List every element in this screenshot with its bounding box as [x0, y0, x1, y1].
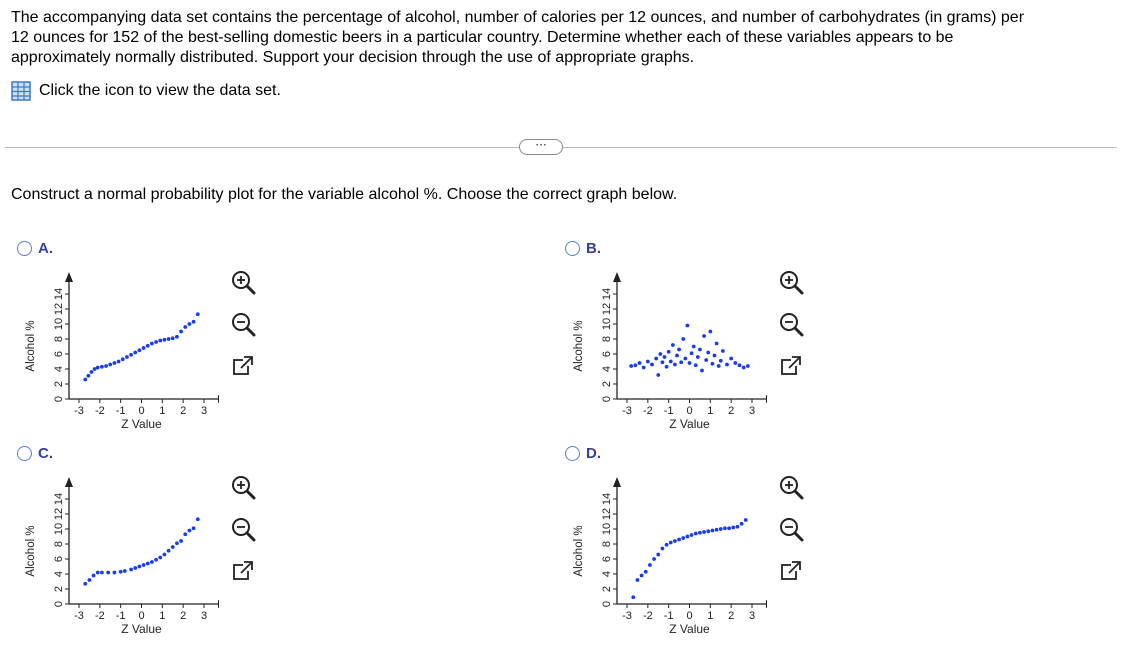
x-tick-label: -3: [74, 610, 84, 622]
data-point: [740, 522, 744, 526]
data-point: [654, 357, 658, 361]
data-point: [192, 320, 196, 324]
data-point: [717, 364, 721, 368]
x-tick-label: 1: [159, 405, 166, 417]
data-point: [698, 531, 702, 535]
data-point: [100, 571, 104, 575]
data-point: [104, 364, 108, 368]
y-tick-label: 14: [53, 492, 65, 506]
y-tick-label: 4: [53, 570, 65, 578]
x-tick-label: 2: [728, 610, 735, 622]
radio-button[interactable]: [17, 241, 32, 256]
x-tick-label: -3: [622, 405, 632, 417]
data-point: [686, 324, 690, 328]
data-point: [83, 582, 87, 586]
option-a[interactable]: [14, 240, 554, 440]
x-tick-label: 0: [138, 610, 145, 622]
x-tick-label: 2: [180, 405, 187, 417]
data-point: [142, 346, 146, 350]
data-point: [629, 364, 633, 368]
x-axis-label: Z Value: [669, 417, 710, 428]
x-tick-label: -2: [642, 610, 653, 622]
data-point: [704, 358, 708, 362]
data-point: [146, 562, 150, 566]
data-point: [652, 557, 656, 561]
view-data-set-link[interactable]: [11, 81, 281, 101]
y-tick-label: 12: [53, 302, 65, 316]
data-point: [690, 533, 694, 537]
data-point: [667, 350, 671, 354]
data-point: [736, 525, 740, 529]
x-axis-arrow: [766, 395, 767, 403]
data-point: [677, 538, 681, 542]
x-tick-label: 0: [686, 405, 693, 417]
y-tick-label: 0: [601, 600, 613, 608]
data-point: [706, 529, 710, 533]
y-tick-label: 8: [601, 540, 613, 548]
data-point: [113, 361, 117, 365]
option-b[interactable]: [562, 240, 1102, 440]
x-tick-label: 1: [707, 610, 714, 622]
data-point: [661, 547, 665, 551]
y-tick-label: 12: [601, 507, 613, 521]
x-tick-label: -3: [622, 610, 632, 622]
data-point: [656, 373, 660, 377]
data-point: [646, 360, 650, 364]
zoom-out-icon[interactable]: [777, 515, 805, 543]
data-point: [636, 578, 640, 582]
data-point: [154, 558, 158, 562]
data-point: [713, 354, 717, 358]
data-point: [188, 322, 192, 326]
data-point: [100, 365, 104, 369]
zoom-in-icon[interactable]: [229, 268, 257, 296]
y-tick-label: 4: [53, 365, 65, 373]
x-tick-label: 0: [686, 610, 693, 622]
data-point: [665, 365, 669, 369]
data-point: [686, 535, 690, 539]
option-radio-row[interactable]: [17, 240, 53, 257]
y-tick-label: 6: [53, 555, 65, 563]
x-axis-label: Z Value: [121, 417, 162, 428]
data-point: [188, 529, 192, 533]
data-point: [158, 556, 162, 560]
x-tick-label: 1: [159, 610, 166, 622]
data-point: [154, 340, 158, 344]
y-axis-arrow: [65, 272, 73, 282]
zoom-out-icon[interactable]: [777, 310, 805, 338]
data-point: [117, 360, 121, 364]
x-axis-arrow: [218, 395, 219, 403]
data-point: [688, 361, 692, 365]
data-point: [196, 312, 200, 316]
x-tick-label: 3: [748, 405, 756, 417]
data-point: [719, 527, 723, 531]
zoom-in-icon[interactable]: [777, 268, 805, 296]
data-point: [86, 374, 90, 378]
data-point: [702, 334, 706, 338]
data-point: [123, 569, 127, 573]
data-point: [163, 553, 167, 557]
y-tick-label: 14: [601, 287, 613, 301]
option-radio-row[interactable]: [565, 240, 601, 257]
data-point: [746, 364, 750, 368]
data-point: [142, 563, 146, 567]
y-tick-label: 4: [601, 570, 613, 578]
open-external-icon[interactable]: [229, 557, 257, 585]
data-point: [192, 526, 196, 530]
data-point: [129, 353, 133, 357]
option-letter: A.: [38, 240, 53, 257]
graph-tools: [777, 268, 817, 394]
x-tick-label: 3: [200, 405, 208, 417]
y-tick-label: 6: [53, 350, 65, 358]
y-tick-label: 12: [53, 507, 65, 521]
y-tick-label: 2: [53, 380, 65, 388]
data-point: [711, 362, 715, 366]
data-point: [731, 526, 735, 530]
x-tick-label: 1: [707, 405, 714, 417]
data-point: [138, 565, 142, 569]
data-point: [690, 351, 694, 355]
option-radio-row[interactable]: [565, 445, 601, 462]
data-point: [669, 360, 673, 364]
data-point: [113, 571, 117, 575]
data-point: [129, 568, 133, 572]
option-radio-row[interactable]: [17, 445, 53, 462]
y-tick-label: 14: [601, 492, 613, 506]
y-tick-label: 4: [601, 365, 613, 373]
data-point: [738, 363, 742, 367]
data-point: [167, 549, 171, 553]
data-point: [638, 361, 642, 365]
data-point: [108, 363, 112, 367]
data-point: [744, 518, 748, 522]
x-tick-label: 2: [728, 405, 735, 417]
y-tick-label: 2: [601, 380, 613, 388]
normal-probability-plot: [562, 461, 767, 633]
zoom-out-icon[interactable]: [229, 310, 257, 338]
data-point: [661, 360, 665, 364]
x-tick-label: 3: [200, 610, 208, 622]
data-point: [729, 357, 733, 361]
x-tick-label: -1: [663, 610, 674, 622]
zoom-in-icon[interactable]: [777, 473, 805, 501]
x-tick-label: 0: [138, 405, 145, 417]
data-point: [88, 578, 92, 582]
problem-statement: [11, 8, 1106, 68]
problem-line-1: The accompanying data set contains the percentage of alcohol, number of calories per 12 ounces, and number of carbohydrates (in grams) per: [11, 9, 1025, 26]
data-point: [692, 345, 696, 349]
data-point: [683, 357, 687, 361]
y-tick-label: 8: [601, 335, 613, 343]
data-point: [694, 363, 698, 367]
data-point: [733, 361, 737, 365]
problem-line-2: 12 ounces for 152 of the best-selling domestic beers in a particular country. Determine whether each of these variables appears to be: [11, 29, 954, 46]
data-point: [721, 349, 725, 353]
normal-probability-plot: [14, 461, 219, 633]
y-axis-label: Alcohol %: [573, 320, 585, 372]
data-point: [681, 536, 685, 540]
data-point: [648, 563, 652, 567]
data-point: [673, 539, 677, 543]
data-point: [719, 359, 723, 363]
y-tick-label: 10: [53, 317, 65, 331]
data-point: [146, 344, 150, 348]
y-tick-label: 14: [53, 287, 65, 301]
x-axis-label: Z Value: [121, 622, 162, 633]
y-tick-label: 10: [601, 317, 613, 331]
data-point: [196, 517, 200, 521]
data-point: [698, 348, 702, 352]
data-point: [133, 351, 137, 355]
data-point: [723, 526, 727, 530]
x-tick-label: -2: [94, 610, 105, 622]
data-point: [671, 343, 675, 347]
data-point: [133, 566, 137, 570]
data-table-icon[interactable]: [11, 81, 31, 101]
data-point: [644, 570, 648, 574]
data-point: [700, 369, 704, 373]
y-tick-label: 2: [53, 585, 65, 593]
y-tick-label: 8: [53, 540, 65, 548]
data-point: [167, 337, 171, 341]
question-text: Construct a normal probability plot for the variable alcohol %. Choose the correct graph below.: [11, 186, 678, 203]
data-point: [675, 354, 679, 358]
y-tick-label: 0: [53, 600, 65, 608]
x-axis-arrow: [766, 600, 767, 608]
normal-probability-plot: [562, 256, 767, 428]
x-tick-label: -1: [663, 405, 674, 417]
data-point: [92, 574, 96, 578]
radio-button[interactable]: [565, 241, 580, 256]
data-point: [183, 532, 187, 536]
zoom-out-icon[interactable]: [229, 515, 257, 543]
y-axis-label: Alcohol %: [25, 525, 37, 577]
data-point: [179, 539, 183, 543]
data-point: [708, 330, 712, 334]
data-point: [121, 357, 125, 361]
y-tick-label: 8: [53, 335, 65, 343]
open-external-icon[interactable]: [777, 557, 805, 585]
x-axis-arrow: [218, 600, 219, 608]
option-letter: D.: [586, 445, 601, 462]
data-point: [702, 530, 706, 534]
data-point: [663, 355, 667, 359]
data-point: [96, 366, 100, 370]
data-point: [631, 595, 635, 599]
y-tick-label: 2: [601, 585, 613, 593]
data-point: [150, 560, 154, 564]
data-point: [175, 541, 179, 545]
open-external-icon[interactable]: [777, 352, 805, 380]
x-tick-label: 2: [180, 610, 187, 622]
data-point: [650, 363, 654, 367]
zoom-in-icon[interactable]: [229, 473, 257, 501]
graph-tools: [777, 473, 817, 599]
problem-line-3: approximately normally distributed. Support your decision through the use of appropriate graphs.: [11, 49, 695, 66]
data-point: [106, 571, 110, 575]
x-tick-label: 3: [748, 610, 756, 622]
data-point: [640, 574, 644, 578]
y-tick-label: 6: [601, 555, 613, 563]
y-tick-label: 12: [601, 302, 613, 316]
normal-probability-plot: [14, 256, 219, 428]
data-point: [171, 336, 175, 340]
data-point: [171, 545, 175, 549]
data-point: [138, 348, 142, 352]
data-point: [658, 352, 662, 356]
y-axis-label: Alcohol %: [573, 525, 585, 577]
data-point: [742, 366, 746, 370]
data-point: [179, 330, 183, 334]
data-point: [715, 528, 719, 532]
data-point: [96, 571, 100, 575]
x-tick-label: -1: [115, 610, 126, 622]
data-point: [711, 529, 715, 533]
open-external-icon[interactable]: [229, 352, 257, 380]
y-axis-arrow: [65, 477, 73, 487]
data-point: [681, 337, 685, 341]
data-point: [696, 355, 700, 359]
y-tick-label: 0: [53, 395, 65, 403]
option-d[interactable]: [562, 445, 1102, 645]
x-axis-label: Z Value: [669, 622, 710, 633]
option-letter: B.: [586, 240, 601, 257]
radio-button[interactable]: [17, 446, 32, 461]
data-point: [677, 348, 681, 352]
data-point: [665, 543, 669, 547]
data-point: [119, 570, 123, 574]
data-point: [150, 342, 154, 346]
data-point: [679, 360, 683, 364]
x-tick-label: -3: [74, 405, 84, 417]
data-point: [656, 553, 660, 557]
radio-button[interactable]: [565, 446, 580, 461]
data-point: [725, 363, 729, 367]
y-axis-label: Alcohol %: [25, 320, 37, 372]
data-point: [83, 378, 87, 382]
data-point: [715, 342, 719, 346]
data-point: [673, 363, 677, 367]
y-tick-label: 10: [53, 522, 65, 536]
data-point: [158, 339, 162, 343]
more-button[interactable]: ···: [519, 139, 563, 155]
x-tick-label: -1: [115, 405, 126, 417]
option-letter: C.: [38, 445, 53, 462]
data-point: [727, 526, 731, 530]
graph-tools: [229, 268, 269, 394]
x-tick-label: -2: [642, 405, 653, 417]
data-point: [163, 338, 167, 342]
data-point: [125, 355, 129, 359]
data-point: [694, 532, 698, 536]
data-point: [669, 541, 673, 545]
y-tick-label: 0: [601, 395, 613, 403]
view-data-set-label[interactable]: Click the icon to view the data set.: [39, 82, 281, 99]
y-tick-label: 6: [601, 350, 613, 358]
data-point: [183, 325, 187, 329]
data-point: [642, 366, 646, 370]
y-axis-arrow: [613, 477, 621, 487]
data-point: [633, 363, 637, 367]
data-point: [175, 335, 179, 339]
y-tick-label: 10: [601, 522, 613, 536]
data-point: [706, 351, 710, 355]
data-point: [90, 370, 94, 374]
x-tick-label: -2: [94, 405, 105, 417]
y-axis-arrow: [613, 272, 621, 282]
graph-tools: [229, 473, 269, 599]
option-c[interactable]: [14, 445, 554, 645]
